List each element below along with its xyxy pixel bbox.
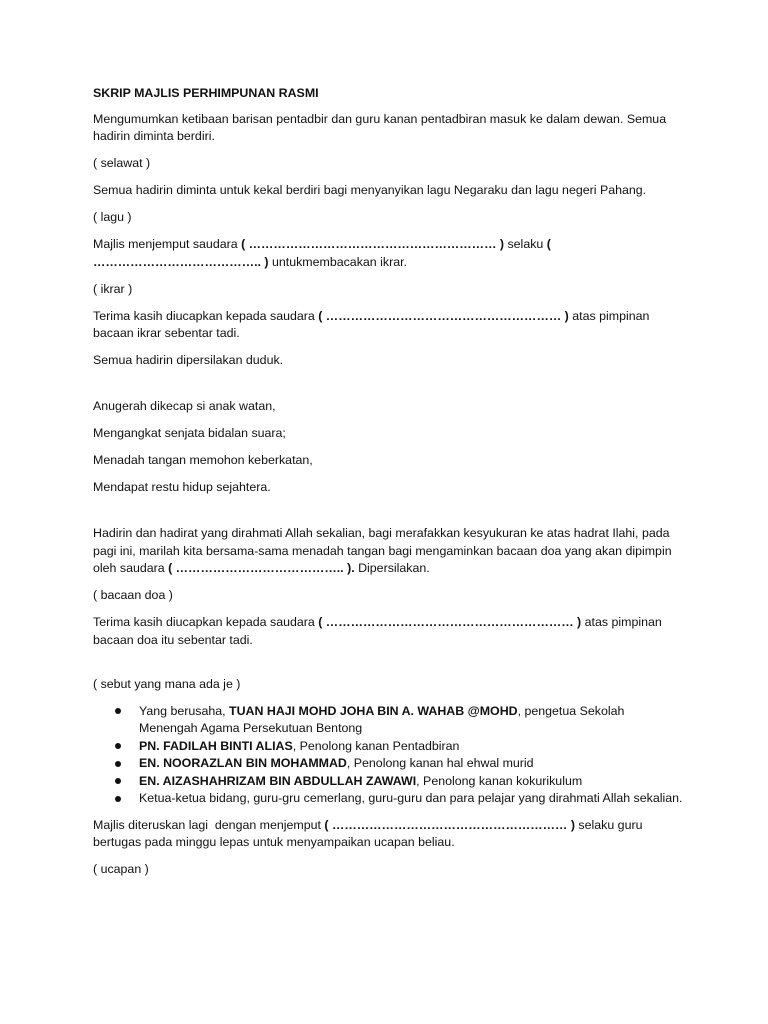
blank-name-4: ( …………………………………………………… )	[318, 615, 582, 629]
poem-line-3: Menadah tangan memohon keberkatan,	[93, 453, 313, 467]
paragraph-sit-down: Semua hadirin dipersilakan duduk.	[93, 353, 284, 367]
list-item-name: EN. AIZASHAHRIZAM BIN ABDULLAH ZAWAWI	[139, 773, 417, 788]
text-segment: Hadirin dan hadirat yang dirahmati Allah sekalian, bagi merafakkan kesyukuran ke atas hadrat Ilahi, pada pagi ini, marilah kita bersama-sama menadah tangan bagi mengaminkan bacaan doa yang akan dipimpin oleh saudara	[93, 526, 676, 575]
poem-line-2: Mengangkat senjata bidalan suara;	[93, 426, 286, 440]
cue-sebut: ( sebut yang mana ada je )	[93, 676, 241, 691]
text-segment: Majlis diteruskan lagi dengan menjemput	[93, 817, 325, 832]
bullet-icon	[115, 796, 121, 802]
paragraph-doa-thanks	[93, 614, 683, 649]
document-title: SKRIP MAJLIS PERHIMPUNAN RASMI	[93, 86, 319, 100]
list-item-post: , Penolong kanan hal ehwal murid	[346, 756, 534, 770]
cue-bacaan-doa: ( bacaan doa )	[93, 588, 173, 602]
blank-name-5: ( ………………………………………………… )	[324, 817, 575, 832]
list-item-name: PN. FADILAH BINTI ALIAS	[139, 738, 293, 753]
list-item	[93, 738, 683, 756]
text-segment: selaku	[504, 237, 547, 251]
paragraph-announcement: Mengumumkan ketibaan barisan pentadbir dan guru kanan pentadbiran masuk ke dalam dewan. Semua hadirin diminta berdiri.	[93, 111, 670, 143]
paragraph-speech-invite	[93, 817, 683, 852]
blank-role-1: ( ………………………………….. )	[93, 237, 555, 269]
list-item-post: , Penolong kanan kokurikulum	[416, 773, 583, 788]
paragraph-ikrar-invite	[93, 236, 683, 271]
spacer	[93, 379, 683, 398]
bullet-icon	[115, 761, 121, 767]
list-item-name: TUAN HAJI MOHD JOHA BIN A. WAHAB @MOHD	[229, 703, 518, 718]
text-segment: selaku guru bertugas pada minggu lepas untuk menyampaikan ucapan beliau.	[93, 817, 646, 849]
paragraph-doa-invite	[93, 525, 683, 578]
text-segment: untukmembacakan ikrar.	[268, 254, 407, 269]
bullet-icon	[115, 778, 121, 784]
list-item	[93, 703, 683, 738]
paragraph-anthem: Semua hadirin diminta untuk kekal berdiri bagi menyanyikan lagu Negaraku dan lagu negeri Pahang.	[93, 183, 647, 197]
list-item-post: , pengetua Sekolah Menengah Agama Persekutuan Bentong	[139, 703, 625, 735]
list-item-pre: Ketua-ketua bidang, guru-gru cemerlang, guru-guru dan para pelajar yang dirahmati Allah sekalian.	[139, 791, 683, 805]
spacer	[93, 659, 683, 676]
cue-ucapan: ( ucapan )	[93, 862, 149, 876]
cue-lagu: ( lagu )	[93, 210, 132, 224]
list-item-post: , Penolong kanan Pentadbiran	[292, 738, 460, 753]
text-segment: atas pimpinan bacaan doa itu sebentar tadi.	[93, 615, 666, 647]
text-segment: Majlis menjemput saudara	[93, 237, 242, 251]
paragraph-ikrar-thanks	[93, 308, 683, 343]
list-item	[93, 790, 683, 808]
text-segment: atas pimpinan bacaan ikrar sebentar tadi.	[93, 308, 653, 340]
list-item	[93, 773, 683, 791]
text-segment: Terima kasih diucapkan kepada saudara	[93, 615, 319, 629]
cue-ikrar: ( ikrar )	[93, 281, 133, 296]
list-item-pre: Yang berusaha,	[139, 703, 230, 718]
text-segment: Dipersilakan.	[354, 561, 430, 575]
list-item	[93, 755, 683, 773]
spacer	[93, 506, 683, 525]
poem-line-1: Anugerah dikecap si anak watan,	[93, 399, 276, 413]
poem-line-4: Mendapat restu hidup sejahtera.	[93, 480, 271, 494]
blank-name-3: ( ………………………………….. ).	[168, 561, 355, 575]
blank-name-1: ( …………………………………………………… )	[241, 237, 505, 251]
text-segment: Terima kasih diucapkan kepada saudara	[93, 308, 319, 323]
list-item-name: EN. NOORAZLAN BIN MOHAMMAD	[139, 756, 347, 770]
document-body	[93, 85, 683, 888]
salutation-list	[93, 703, 683, 808]
blank-name-2: ( ………………………………………………… )	[318, 308, 569, 323]
bullet-icon	[115, 708, 121, 714]
cue-selawat: ( selawat )	[93, 156, 151, 170]
bullet-icon	[115, 743, 121, 749]
